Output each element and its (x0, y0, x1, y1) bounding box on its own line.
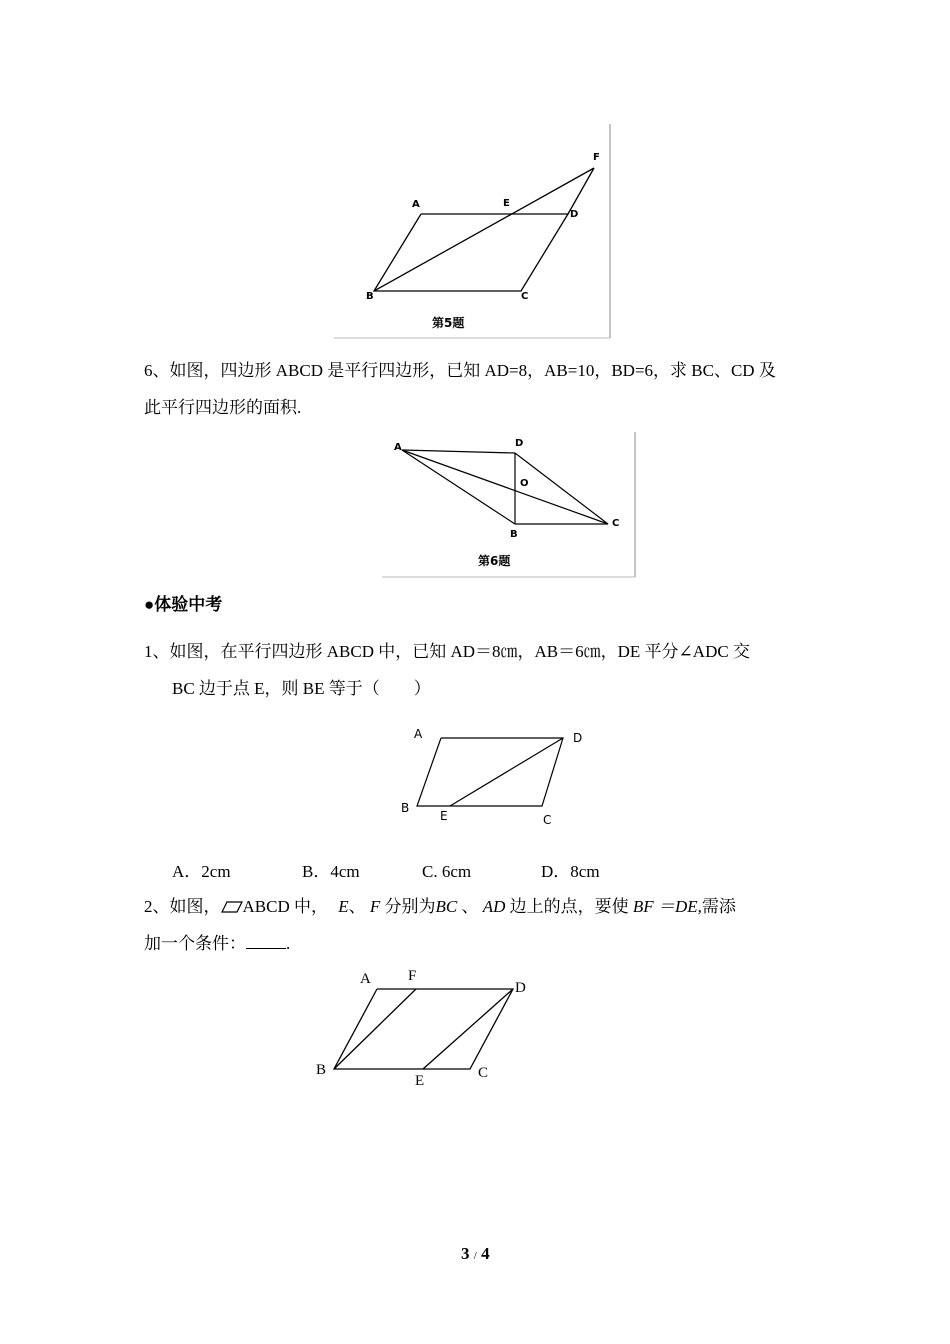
exam-1-label-a: A (414, 727, 423, 741)
page-total: 4 (481, 1244, 490, 1263)
fig6-label-c: C (612, 518, 620, 529)
exam-1-option-d: D．8cm (541, 862, 600, 881)
fig5-label-c: C (521, 291, 529, 302)
exam-2-line-1 (144, 897, 736, 917)
page-number (461, 1244, 490, 1264)
exam-2-label-a: A (360, 971, 371, 987)
exam-2-abcd: ABCD 中， (242, 897, 328, 916)
exam-2-label-d: D (515, 980, 526, 996)
fig5-label-e: E (503, 198, 510, 209)
answer-blank[interactable] (246, 934, 286, 949)
parallelogram-icon (221, 901, 243, 913)
exam-2-e: E (338, 897, 349, 916)
exam-2-ad: AD (482, 897, 506, 916)
exam-1-option-c: C. 6cm (422, 862, 472, 881)
exam-2-f: F (369, 897, 381, 916)
fig5-label-f: F (593, 152, 600, 163)
exam-1-line-2: BC 边于点 E，则 BE 等于（ ） (172, 679, 431, 698)
section-title: 体验中考 (154, 595, 223, 614)
question-6-line-2: 此平行四边形的面积. (144, 398, 302, 417)
figure-6 (380, 430, 640, 580)
fig5-caption: 第5题 (432, 316, 465, 330)
exam-2-figure (310, 965, 540, 1095)
exam-2-after: 边上的点，要使 (509, 897, 629, 916)
exam-1-option-b: B．4cm (302, 862, 360, 881)
exam-1-option-a: A．2cm (172, 862, 231, 881)
fig5-label-a: A (412, 199, 420, 210)
exam-2-end: . (286, 934, 291, 953)
exam-2-tail: 需添 (701, 897, 736, 916)
exam-1-label-d: D (573, 731, 583, 745)
exam-2-bc: BC (435, 897, 458, 916)
section-bullet: ● (144, 595, 155, 614)
exam-2-prefix: 2、如图， (144, 897, 221, 916)
figure-5 (330, 120, 615, 340)
exam-1-label-b: B (401, 801, 410, 815)
exam-2-sep: 、 (348, 897, 366, 916)
exam-2-mid: 分别为 (384, 897, 436, 916)
exam-1-figure (395, 725, 595, 835)
exam-1-line-1: 1、如图，在平行四边形 ABCD 中，已知 AD＝8㎝，AB＝6㎝，DE 平分∠ADC 交 (144, 642, 750, 661)
fig6-label-b: B (510, 529, 518, 540)
fig5-label-b: B (366, 291, 374, 302)
exam-1-label-c: C (543, 813, 552, 827)
fig5-label-d: D (570, 209, 579, 220)
fig6-caption: 第6题 (478, 554, 511, 568)
fig6-label-a: A (394, 442, 402, 453)
exam-2-line-2 (144, 934, 290, 954)
page-separator: / (473, 1250, 477, 1262)
section-heading (144, 595, 222, 615)
exam-1-label-e: E (440, 809, 448, 823)
fig6-label-o: O (520, 478, 529, 489)
question-6-line-1: 6、如图，四边形 ABCD 是平行四边形，已知 AD=8，AB=10，BD=6，求 BC、CD 及 (144, 361, 776, 380)
exam-2-label-b: B (316, 1062, 327, 1078)
figure-5-drawing (330, 120, 615, 340)
exam-2-label-c: C (478, 1065, 489, 1081)
exam-2-equation: BF ＝DE, (632, 897, 702, 916)
exam-2-line-2-text: 加一个条件： (144, 934, 246, 953)
exam-1-figure-drawing (395, 725, 595, 835)
exam-2-label-e: E (415, 1073, 425, 1089)
exam-2-figure-drawing (310, 965, 540, 1095)
page-current: 3 (461, 1244, 470, 1263)
fig6-label-d: D (515, 438, 524, 449)
exam-2-label-f: F (408, 968, 417, 984)
exam-2-sep2: 、 (461, 897, 479, 916)
